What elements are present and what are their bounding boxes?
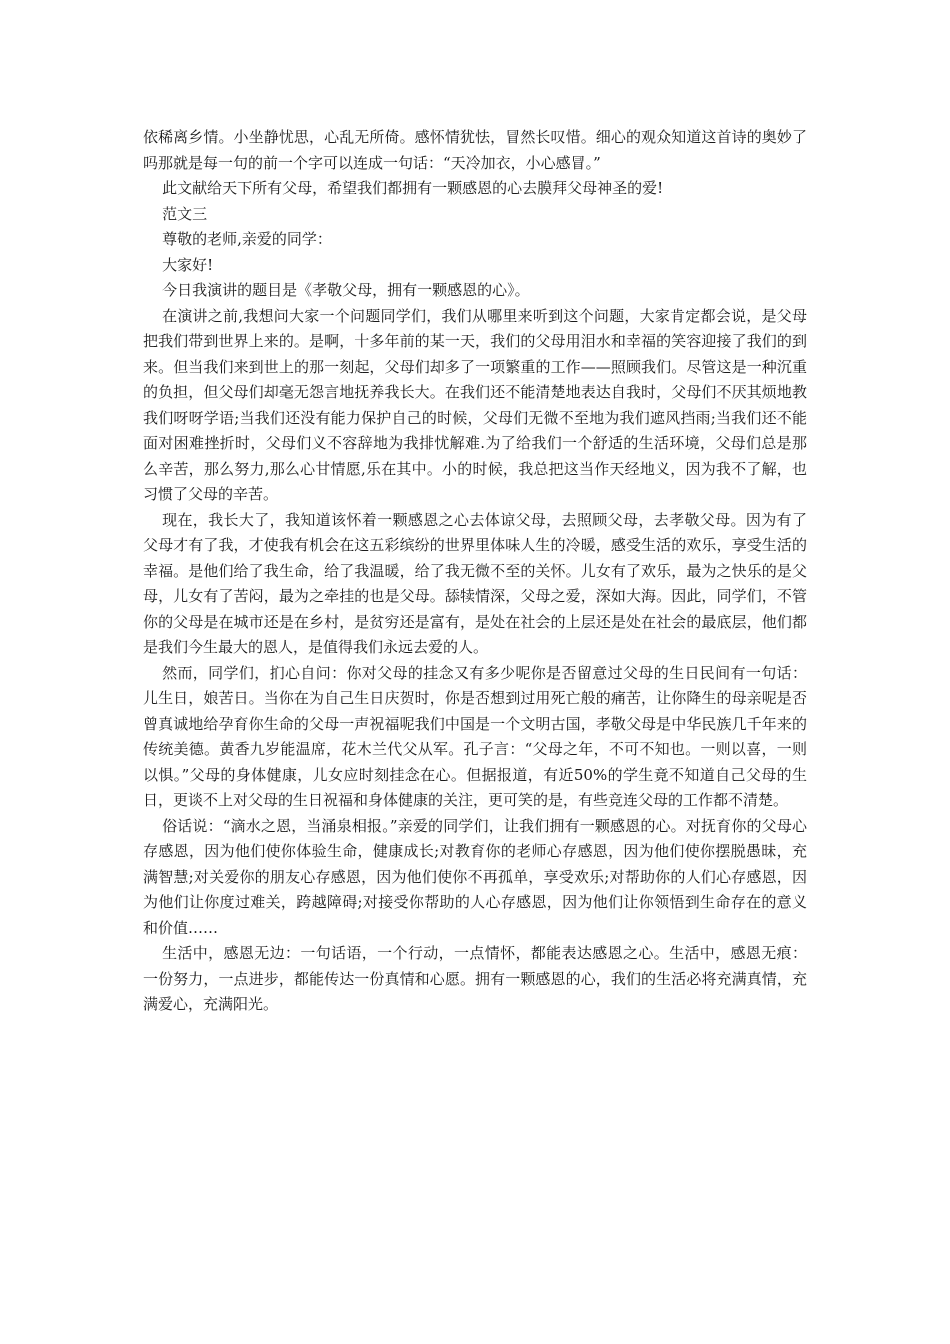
paragraph-grown-up: 现在，我长大了，我知道该怀着一颗感恩之心去体谅父母，去照顾父母，去孝敬父母。因为有了父母才有了我，才使我有机会在这五彩缤纷的世界里体味人生的冷暖，感受生活的欢乐，享受生活的幸福。是他们给了我生命，给了我温暖，给了我无微不至的关怀。儿女有了欢乐，最为之快乐的是父母，儿女有了苦闷，最为之牵挂的也是父母。舔犊情深，父母之爱，深如大海。因此，同学们，不管你的父母是在城市还是在乡村，是贫穷还是富有，是处在社会的上层还是处在社会的最底层，他们都是我们今生最大的恩人，是值得我们永远去爱的人。	[143, 510, 807, 656]
paragraph-poem-ending: 依稀离乡情。小坐静忧思，心乱无所倚。感怀情犹怯，冒然长叹惜。细心的观众知道这首诗的奥妙了吗那就是每一句的前一个字可以连成一句话：“天冷加衣，小心感冒。”	[143, 128, 807, 172]
paragraph-reflection: 然而，同学们，扪心自问：你对父母的挂念又有多少呢你是否留意过父母的生日民间有一句话：儿生日，娘苦日。当你在为自己生日庆贺时，你是否想到过用死亡般的痛苦，让你降生的母亲呢是否曾真诚地给孕育你生命的父母一声祝福呢我们中国是一个文明古国，孝敬父母是中华民族几千年来的传统美德。黄香九岁能温席，花木兰代父从军。孔子言：“父母之年，不可不知也。一则以喜，一则以惧。”父母的身体健康，儿女应时刻挂念在心。但据报道，有近50%的学生竟不知道自己父母的生日，更谈不上对父母的生日祝福和身体健康的关注，更可笑的是，有些竞连父母的工作都不清楚。	[143, 663, 807, 809]
document-body	[143, 125, 807, 1018]
paragraph-conclusion: 生活中，感恩无边：一句话语，一个行动，一点情怀，都能表达感恩之心。生活中，感恩无痕：一份努力，一点进步，都能传达一份真情和心愿。拥有一颗感恩的心，我们的生活必将充满真情，充满爱心，充满阳光。	[143, 944, 807, 1013]
paragraph-dedication: 此文献给天下所有父母，希望我们都拥有一颗感恩的心去膜拜父母神圣的爱!	[162, 179, 664, 197]
paragraph-gratitude: 俗话说：“滴水之恩，当涌泉相报。”亲爱的同学们，让我们拥有一颗感恩的心。对抚育你的父母心存感恩，因为他们使你体验生命，健康成长;对教育你的老师心存感恩，因为他们使你摆脱愚昧，充满智慧;对关爱你的朋友心存感恩，因为他们使你不再孤单，享受欢乐;对帮助你的人们心存感恩，因为他们让你度过难关，跨越障碍;对接受你帮助的人心存感恩，因为他们让你领悟到生命存在的意义和价值……	[143, 816, 807, 937]
greeting: 大家好!	[162, 255, 214, 274]
section-heading-sample-three: 范文三	[162, 204, 208, 223]
salutation: 尊敬的老师,亲爱的同学：	[162, 230, 332, 248]
speech-topic: 今日我演讲的题目是《孝敬父母，拥有一颗感恩的心》。	[162, 281, 530, 299]
paragraph-question: 在演讲之前,我想问大家一个问题同学们，我们从哪里来听到这个问题，大家肯定都会说，是父母把我们带到世界上来的。是啊，十多年前的某一天，我们的父母用泪水和幸福的笑容迎接了我们的到来。但当我们来到世上的那一刻起，父母们却多了一项繁重的工作——照顾我们。尽管这是一种沉重的负担，但父母们却毫无怨言地抚养我长大。在我们还不能清楚地表达自我时，父母们不厌其烦地教我们呀呀学语;当我们还没有能力保护自己的时候，父母们无微不至地为我们遮风挡雨;当我们还不能面对困难挫折时，父母们义不容辞地为我排忧解难.为了给我们一个舒适的生活环境，父母们总是那么辛苦，那么努力,那么心甘情愿,乐在其中。小的时候，我总把这当作天经地义，因为我不了解，也习惯了父母的辛苦。	[143, 306, 807, 503]
